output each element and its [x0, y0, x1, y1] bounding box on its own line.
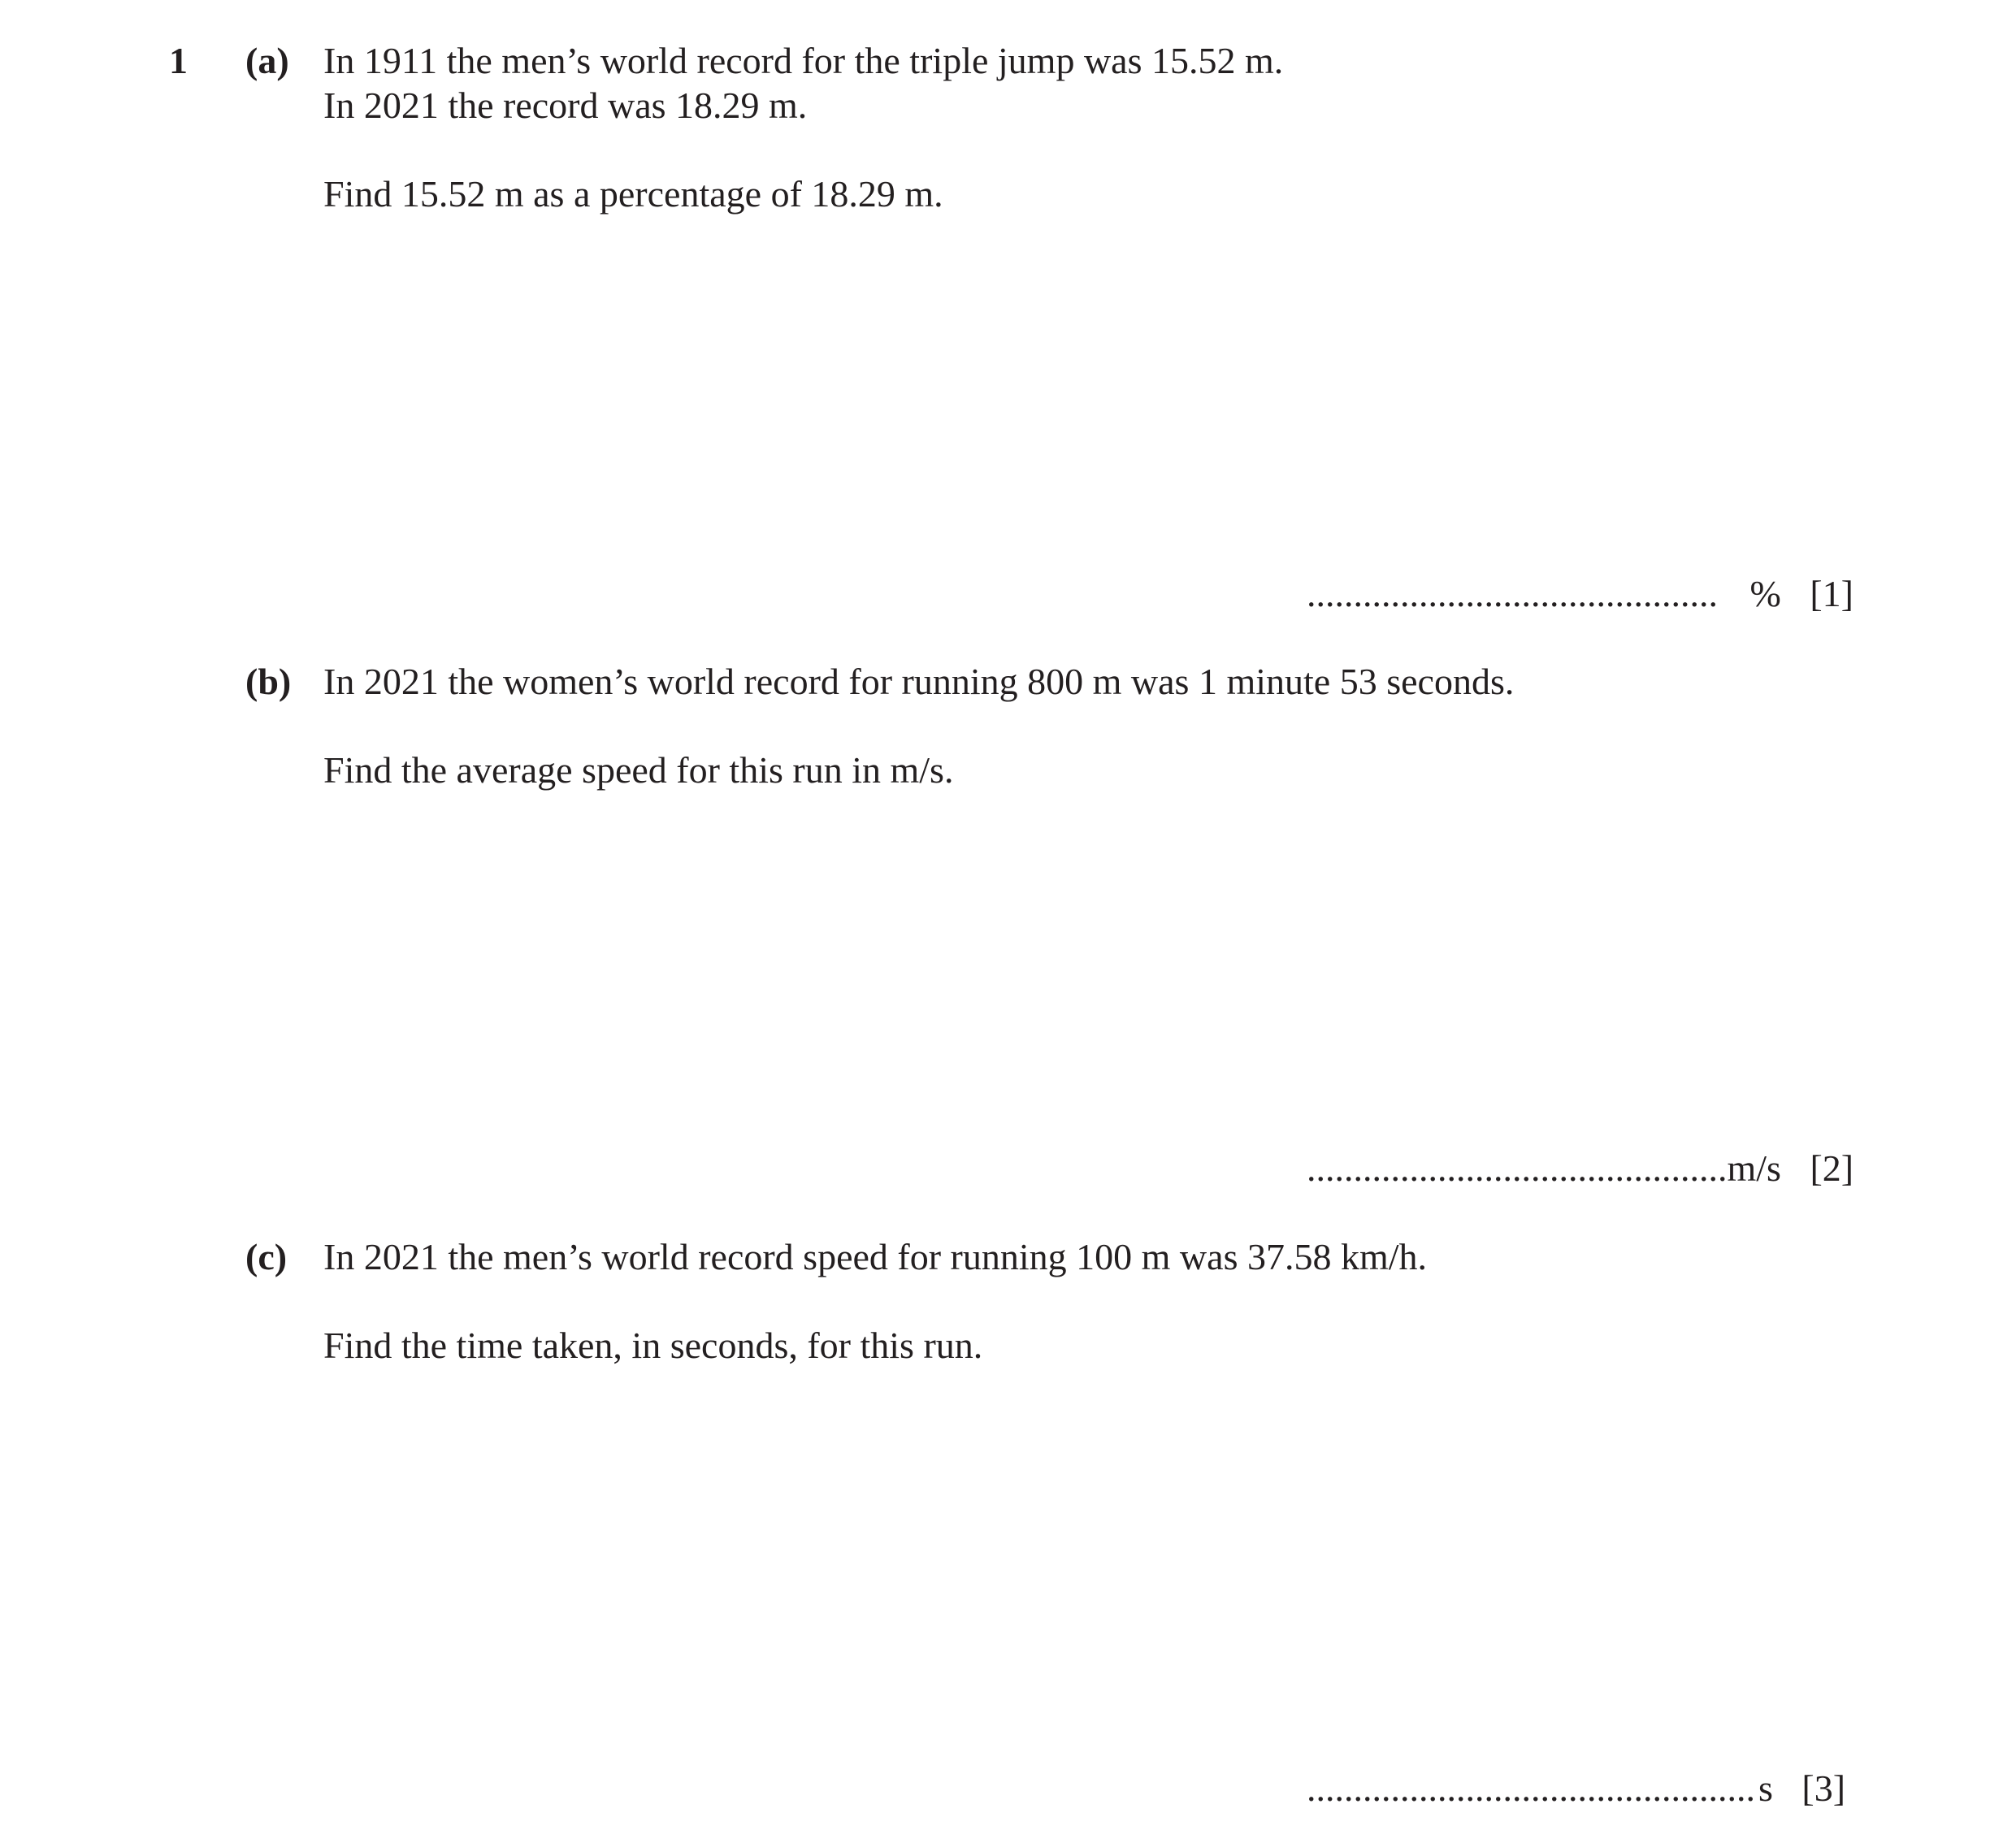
- part-a-answer-dots[interactable]: ............................................: [1307, 573, 1718, 614]
- part-c-answer-line[interactable]: [1307, 1767, 1846, 1809]
- part-c-answer-dots[interactable]: ................................................: [1307, 1767, 1755, 1809]
- part-a-answer-line[interactable]: [1307, 575, 1853, 613]
- part-c-marks: [3]: [1801, 1767, 1846, 1809]
- part-a-marks: [1]: [1810, 573, 1853, 614]
- part-c-instruction: Find the time taken, in seconds, for this run.: [323, 1325, 983, 1366]
- part-a-instruction: Find 15.52 m as a percentage of 18.29 m.: [323, 173, 943, 215]
- part-a-answer-unit: %: [1749, 573, 1781, 614]
- part-b-answer-line[interactable]: [1307, 1147, 1854, 1189]
- question-number: 1: [169, 40, 188, 81]
- part-b-instruction: Find the average speed for this run in m/s.: [323, 749, 954, 791]
- part-c-label: (c): [245, 1236, 288, 1277]
- part-c-answer-unit: s: [1758, 1767, 1773, 1809]
- part-b-answer-dots[interactable]: .............................................: [1307, 1147, 1728, 1189]
- part-b-label: (b): [245, 661, 292, 702]
- part-b-marks: [2]: [1810, 1147, 1854, 1189]
- part-b-line-1: In 2021 the women’s world record for running 800 m was 1 minute 53 seconds.: [323, 661, 1515, 702]
- part-a-line-1: In 1911 the men’s world record for the triple jump was 15.52 m.: [323, 40, 1284, 81]
- part-c-line-1: In 2021 the men’s world record speed for running 100 m was 37.58 km/h.: [323, 1236, 1428, 1277]
- part-b-answer-unit: m/s: [1727, 1147, 1781, 1189]
- part-a-line-2: In 2021 the record was 18.29 m.: [323, 85, 808, 126]
- part-a-label: (a): [245, 40, 289, 81]
